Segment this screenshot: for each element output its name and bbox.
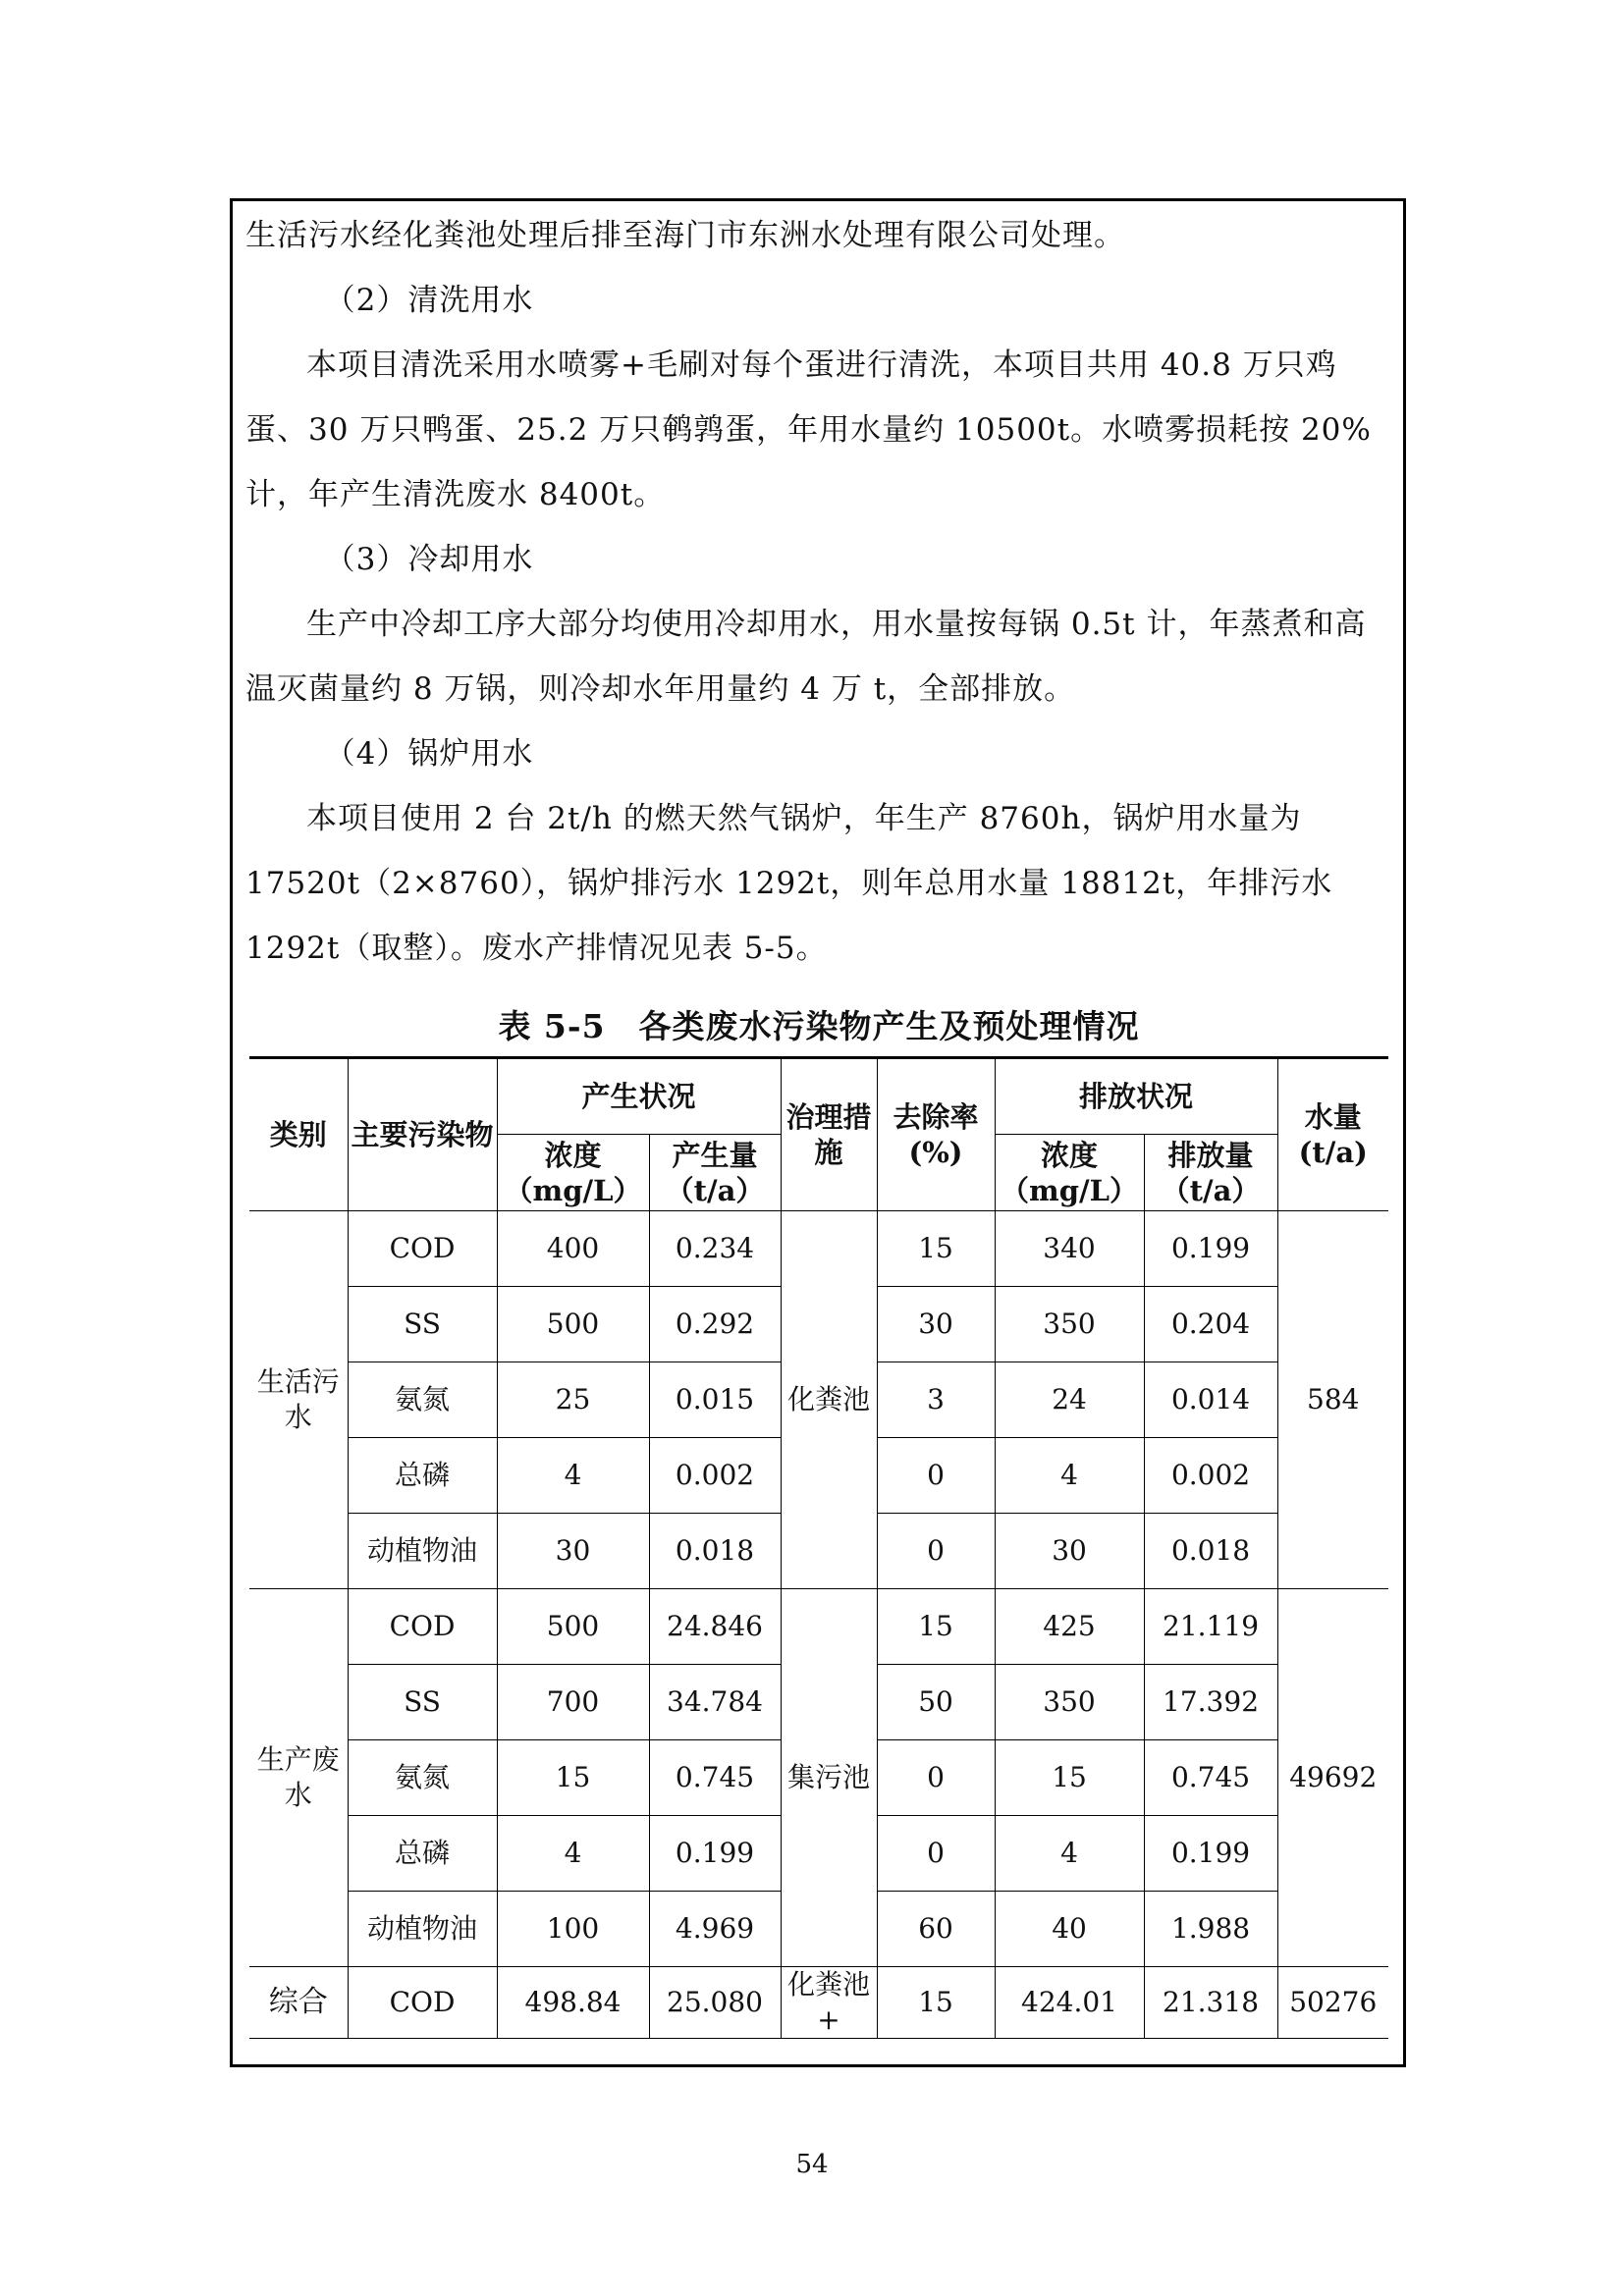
- group-category: 生产废水: [249, 1589, 348, 1967]
- cell-production: 0.234: [649, 1211, 781, 1287]
- summary-production: 25.080: [649, 1967, 781, 2039]
- summary-category: 综合: [249, 1967, 348, 2039]
- cell-concentration: 400: [497, 1211, 649, 1287]
- cell-pollutant: 动植物油: [348, 1892, 497, 1967]
- wastewater-table: [249, 1056, 1388, 2039]
- group-treatment: 化粪池: [781, 1211, 877, 1589]
- cell-production: 0.018: [649, 1514, 781, 1589]
- cell-concentration: 700: [497, 1665, 649, 1740]
- cell-discharge-amount: 0.745: [1144, 1740, 1277, 1816]
- cell-concentration: 100: [497, 1892, 649, 1967]
- cell-discharge-amount: 17.392: [1144, 1665, 1277, 1740]
- summary-row: [249, 1967, 1388, 2039]
- cell-discharge-concentration: 425: [995, 1589, 1144, 1665]
- cell-removal: 60: [877, 1892, 995, 1967]
- cell-production: 0.199: [649, 1816, 781, 1892]
- paragraph-domestic-sewage: 生活污水经化粪池处理后排至海门市东洲水处理有限公司处理。: [245, 218, 1125, 253]
- header-production: 产生状况: [497, 1058, 781, 1135]
- table-row: [249, 1211, 1388, 1287]
- page-number: 54: [795, 2150, 829, 2179]
- header-discharge-amount: 排放量（t/a）: [1144, 1135, 1277, 1211]
- cell-production: 4.969: [649, 1892, 781, 1967]
- cell-concentration: 30: [497, 1514, 649, 1589]
- group-treatment: 集污池: [781, 1589, 877, 1967]
- cell-removal: 30: [877, 1287, 995, 1362]
- header-treatment: 治理措施: [781, 1058, 877, 1211]
- cell-discharge-concentration: 4: [995, 1816, 1144, 1892]
- cell-removal: 3: [877, 1362, 995, 1438]
- group-water: 49692: [1277, 1589, 1388, 1967]
- cell-production: 34.784: [649, 1665, 781, 1740]
- cell-discharge-amount: 0.014: [1144, 1362, 1277, 1438]
- header-removal: 去除率(%): [877, 1058, 995, 1211]
- cell-removal: 50: [877, 1665, 995, 1740]
- cell-discharge-amount: 0.204: [1144, 1287, 1277, 1362]
- header-pollutant: 主要污染物: [348, 1058, 497, 1211]
- header-production-amount: 产生量（t/a）: [649, 1135, 781, 1211]
- cell-discharge-concentration: 24: [995, 1362, 1144, 1438]
- cell-production: 0.002: [649, 1438, 781, 1514]
- cell-discharge-concentration: 350: [995, 1287, 1144, 1362]
- summary-discharge-concentration: 424.01: [995, 1967, 1144, 2039]
- cell-pollutant: SS: [348, 1287, 497, 1362]
- summary-water: 50276: [1277, 1967, 1388, 2039]
- summary-removal: 15: [877, 1967, 995, 2039]
- cell-concentration: 25: [497, 1362, 649, 1438]
- cell-pollutant: SS: [348, 1665, 497, 1740]
- cell-discharge-concentration: 4: [995, 1438, 1144, 1514]
- cell-discharge-amount: 1.988: [1144, 1892, 1277, 1967]
- cell-production: 0.015: [649, 1362, 781, 1438]
- cell-concentration: 4: [497, 1438, 649, 1514]
- summary-discharge-amount: 21.318: [1144, 1967, 1277, 2039]
- table-caption: 表 5-5 各类废水污染物产生及预处理情况: [498, 1007, 1140, 1045]
- cell-pollutant: 氨氮: [348, 1362, 497, 1438]
- paragraph-cooling-water: 生产中冷却工序大部分均使用冷却用水，用水量按每锅 0.5t 计，年蒸煮和高温灭菌量约 8 万锅，则冷却水年用量约 4 万 t，全部排放。: [245, 607, 1367, 707]
- paragraph-cleaning-water: 本项目清洗采用水喷雾+毛刷对每个蛋进行清洗，本项目共用 40.8 万只鸡蛋、30 万只鸭蛋、25.2 万只鹌鹑蛋，年用水量约 10500t。水喷雾损耗按 20%计，年产生清洗废水 8400t。: [245, 347, 1372, 512]
- cell-pollutant: COD: [348, 1211, 497, 1287]
- cell-concentration: 4: [497, 1816, 649, 1892]
- header-concentration: 浓度（mg/L）: [497, 1135, 649, 1211]
- cell-removal: 15: [877, 1211, 995, 1287]
- cell-discharge-amount: 0.199: [1144, 1816, 1277, 1892]
- cell-discharge-concentration: 340: [995, 1211, 1144, 1287]
- cell-pollutant: COD: [348, 1589, 497, 1665]
- group-category: 生活污水: [249, 1211, 348, 1589]
- header-discharge-concentration: 浓度（mg/L）: [995, 1135, 1144, 1211]
- cell-discharge-amount: 0.199: [1144, 1211, 1277, 1287]
- cell-pollutant: 氨氮: [348, 1740, 497, 1816]
- cell-production: 0.745: [649, 1740, 781, 1816]
- header-discharge: 排放状况: [995, 1058, 1277, 1135]
- cell-production: 0.292: [649, 1287, 781, 1362]
- cell-pollutant: 总磷: [348, 1816, 497, 1892]
- cell-concentration: 500: [497, 1287, 649, 1362]
- group-water: 584: [1277, 1211, 1388, 1589]
- heading-cooling-water: （3）冷却用水: [324, 542, 534, 577]
- table-row: [249, 1589, 1388, 1665]
- summary-treatment: 化粪池+: [781, 1967, 877, 2039]
- cell-removal: 0: [877, 1740, 995, 1816]
- header-water: 水量(t/a): [1277, 1058, 1388, 1211]
- cell-removal: 0: [877, 1816, 995, 1892]
- cell-removal: 0: [877, 1514, 995, 1589]
- cell-discharge-concentration: 40: [995, 1892, 1144, 1967]
- cell-discharge-amount: 21.119: [1144, 1589, 1277, 1665]
- heading-cleaning-water: （2）清洗用水: [324, 283, 534, 318]
- cell-pollutant: 总磷: [348, 1438, 497, 1514]
- cell-concentration: 500: [497, 1589, 649, 1665]
- header-category: 类别: [249, 1058, 348, 1211]
- cell-discharge-concentration: 15: [995, 1740, 1144, 1816]
- cell-removal: 15: [877, 1589, 995, 1665]
- cell-discharge-amount: 0.018: [1144, 1514, 1277, 1589]
- cell-removal: 0: [877, 1438, 995, 1514]
- heading-boiler-water: （4）锅炉用水: [324, 736, 534, 772]
- cell-discharge-concentration: 30: [995, 1514, 1144, 1589]
- summary-pollutant: COD: [348, 1967, 497, 2039]
- cell-discharge-concentration: 350: [995, 1665, 1144, 1740]
- cell-pollutant: 动植物油: [348, 1514, 497, 1589]
- summary-concentration: 498.84: [497, 1967, 649, 2039]
- cell-production: 24.846: [649, 1589, 781, 1665]
- cell-discharge-amount: 0.002: [1144, 1438, 1277, 1514]
- paragraph-boiler-water: 本项目使用 2 台 2t/h 的燃天然气锅炉，年生产 8760h，锅炉用水量为 17520t（2×8760），锅炉排污水 1292t，则年总用水量 18812t，年排污水 1292t（取整）。废水产排情况见表 5-5。: [245, 801, 1333, 966]
- cell-concentration: 15: [497, 1740, 649, 1816]
